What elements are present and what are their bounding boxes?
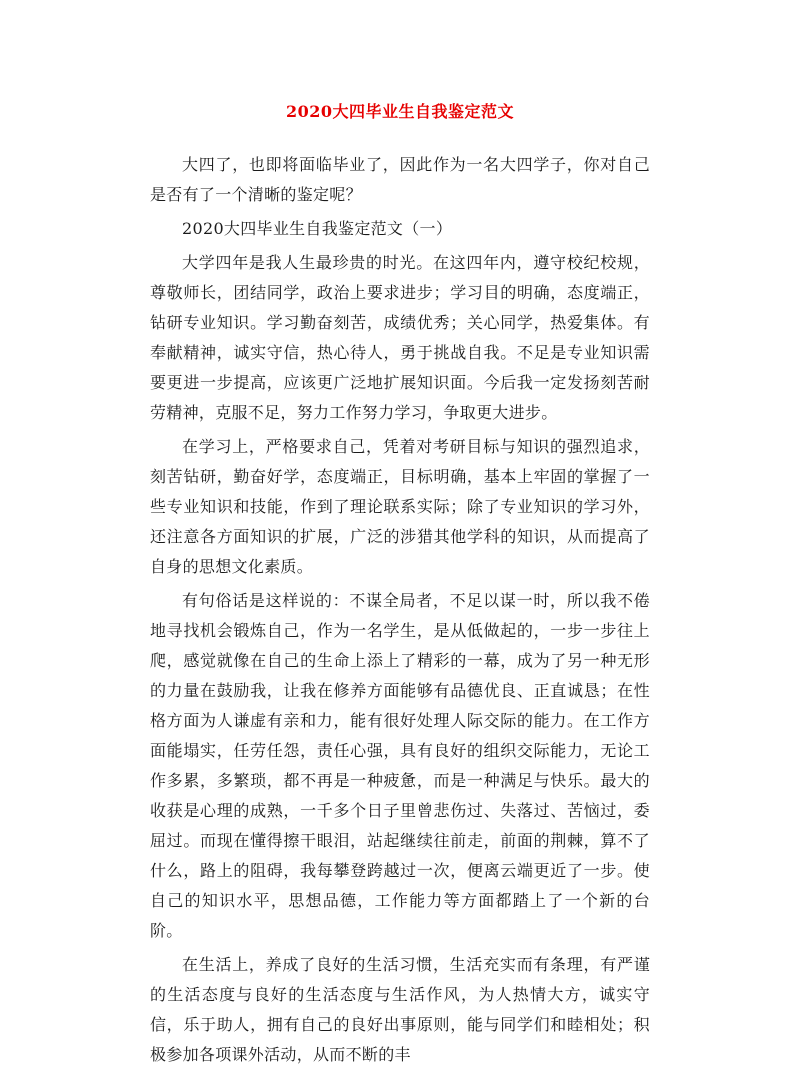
section-heading: 2020大四毕业生自我鉴定范文（一） — [182, 219, 453, 238]
paragraph-study: 在学习上，严格要求自己，凭着对考研目标与知识的强烈追求，刻苦钻研，勤奋好学，态度端正，目标明确，基本上牢固的掌握了一些专业知识和技能，作到了理论联系实际；除了专业知识的学习外，还注意各方面知识的扩展，广泛的涉猎其他学科的知识，从而提高了自身的思想文化素质。 — [150, 437, 650, 576]
paragraph-self-improvement: 有句俗话是这样说的：不谋全局者，不足以谋一时，所以我不倦地寻找机会锻炼自己，作为一名学生，是从低做起的，一步一步往上爬，感觉就像在自己的生命上添上了精彩的一幕，成为了另一种无形的力量在鼓励我，让我在修养方面能够有品德优良、正直诚恳；在性格方面为人谦虚有亲和力，能有很好处理人际交际的能力。在工作方面能塌实，任劳任怨，责任心强，具有良好的组织交际能力，无论工作多累，多繁琐，都不再是一种疲惫，而是一种满足与快乐。最大的收获是心理的成熟，一千多个日子里曾悲伤过、失落过、苦恼过，委屈过。而现在懂得擦干眼泪，站起继续往前走，前面的荆棘，算不了什么，路上的阻碍，我每攀登跨越过一次，便离云端更近了一步。使自己的知识水平，思想品德，工作能力等方面都踏上了一个新的台阶。 — [150, 591, 650, 940]
paragraph-intro: 大四了，也即将面临毕业了，因此作为一名大四学子，你对自己是否有了一个清晰的鉴定呢？ — [150, 155, 650, 204]
document-title: 2020大四毕业生自我鉴定范文 — [285, 102, 515, 121]
paragraph-university-years: 大学四年是我人生最珍贵的时光。在这四年内，遵守校纪校规，尊敬师长，团结同学，政治上要求进步；学习目的明确，态度端正，钻研专业知识。学习勤奋刻苦，成绩优秀；关心同学，热爱集体。有奉献精神，诚实守信，热心待人，勇于挑战自我。不足是专业知识需要更进一步提高，应该更广泛地扩展知识面。今后我一定发扬刻苦耐劳精神，克服不足，努力工作努力学习，争取更大进步。 — [150, 253, 650, 422]
document-body — [150, 150, 650, 1070]
paragraph-life: 在生活上，养成了良好的生活习惯，生活充实而有条理，有严谨的生活态度与良好的生活态度与生活作风，为人热情大方，诚实守信，乐于助人，拥有自己的良好出事原则，能与同学们和睦相处；积极参加各项课外活动，从而不断的丰 — [150, 955, 650, 1064]
